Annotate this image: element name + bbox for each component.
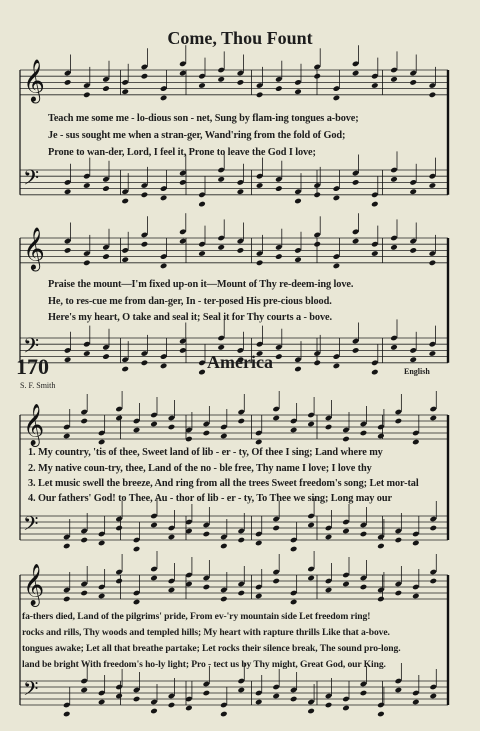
bass-clef-icon: 𝄢 <box>23 512 39 540</box>
author-credit: S. F. Smith <box>20 381 56 390</box>
note-head <box>395 537 403 544</box>
hymn-number: 170 <box>16 354 49 379</box>
note-head <box>256 182 264 189</box>
note-head <box>360 690 368 697</box>
note-head <box>390 244 398 251</box>
note-head <box>272 525 280 532</box>
note-head <box>160 263 168 270</box>
note-head <box>115 415 123 422</box>
note-head <box>168 702 176 709</box>
note-head <box>377 596 385 603</box>
note-head <box>390 176 398 183</box>
lyric-line: Teach me some me - lo-dious son - net, Sung by flam-ing tongues a-bove; <box>48 113 359 124</box>
lyric-line: Praise the mount—I'm fixed up-on it—Mount of Thy re-deem-ing love. <box>48 279 354 290</box>
note-head <box>290 427 298 434</box>
note-head <box>83 92 91 99</box>
note-head <box>150 708 158 715</box>
note-head <box>294 256 302 263</box>
note-head <box>102 85 110 92</box>
note-head <box>290 696 298 703</box>
note-head <box>429 525 437 532</box>
note-head <box>429 260 437 267</box>
hymn-title-come-thou-fount: Come, Thou Fount <box>167 28 313 48</box>
note-head <box>185 705 193 712</box>
note-head <box>115 693 123 700</box>
note-head <box>217 76 225 83</box>
note-head <box>102 253 110 260</box>
note-head <box>294 198 302 205</box>
note-head <box>98 593 106 600</box>
note-head <box>325 587 333 594</box>
note-head <box>390 344 398 351</box>
note-head <box>220 596 228 603</box>
note-head <box>325 534 333 541</box>
note-head <box>395 590 403 597</box>
lyric-line: land be bright With freedom's ho-ly light; Pro - tect us by Thy might, Great God, our King. <box>22 659 386 670</box>
note-head <box>377 543 385 550</box>
note-head <box>352 238 360 245</box>
note-head <box>325 702 333 709</box>
note-head <box>179 238 187 245</box>
lyric-line: 3. Let music swell the breeze, And ring from all the trees Sweet freedom's song; Let mor-tal <box>28 478 419 489</box>
note-head <box>307 522 315 529</box>
note-head <box>80 418 88 425</box>
note-head <box>198 250 206 257</box>
note-head <box>63 433 71 440</box>
note-head <box>80 537 88 544</box>
note-head <box>275 85 283 92</box>
note-head <box>237 247 245 254</box>
treble-clef-icon: 𝄞 <box>23 225 45 270</box>
note-head <box>256 92 264 99</box>
note-head <box>255 439 263 446</box>
bass-clef-icon: 𝄢 <box>23 165 39 195</box>
note-head <box>412 699 420 706</box>
note-head <box>203 584 211 591</box>
note-head <box>115 578 123 585</box>
note-head <box>220 543 228 550</box>
lyric-line: tongues awake; Let all that breathe partake; Let rocks their silence break, The sound pro-long. <box>22 643 401 654</box>
note-head <box>64 247 72 254</box>
note-head <box>160 195 168 202</box>
note-head <box>237 590 245 597</box>
note-head <box>102 185 110 192</box>
note-head <box>168 534 176 541</box>
note-head <box>220 433 228 440</box>
note-head <box>83 182 91 189</box>
note-head <box>64 79 72 86</box>
note-head <box>237 79 245 86</box>
note-head <box>63 711 71 718</box>
note-head <box>313 73 321 80</box>
lyric-line: Here's my heart, O take and seal it; Seal it for Thy courts a - bove. <box>48 312 332 323</box>
note-head <box>133 696 141 703</box>
note-head <box>237 418 245 425</box>
note-head <box>203 531 211 538</box>
note-head <box>360 430 368 437</box>
note-head <box>203 430 211 437</box>
note-head <box>429 578 437 585</box>
note-head <box>198 201 206 208</box>
treble-clef-icon: 𝄞 <box>23 57 45 102</box>
note-head <box>352 179 360 186</box>
note-head <box>237 687 245 694</box>
lyric-line: Je - sus sought me when a stran-ger, Wand'ring from the fold of God; <box>48 130 346 141</box>
lyric-line: 2. My native coun-try, thee, Land of the no - ble free, Thy name I love; I love thy <box>28 463 372 474</box>
note-head <box>412 593 420 600</box>
bass-clef-icon: 𝄢 <box>23 677 39 705</box>
note-head <box>290 546 298 553</box>
note-head <box>179 179 187 186</box>
note-head <box>141 241 149 248</box>
note-head <box>307 421 315 428</box>
note-head <box>121 256 129 263</box>
note-head <box>237 188 245 195</box>
note-head <box>395 418 403 425</box>
note-head <box>63 596 71 603</box>
note-head <box>150 522 158 529</box>
lyric-line: Prone to wan-der, Lord, I feel it, Prone to leave the God I love; <box>48 147 316 158</box>
note-head <box>98 540 106 547</box>
lyric-line: He, to res-cue me from dan-ger, In - ter-posed His pre-cious blood. <box>48 296 332 307</box>
lyric-line: 1. My country, 'tis of thee, Sweet land of lib - er - ty, Of thee I sing; Land where my <box>28 447 383 458</box>
note-head <box>141 192 149 199</box>
note-head <box>333 95 341 102</box>
note-head <box>377 433 385 440</box>
note-head <box>133 599 141 606</box>
note-head <box>342 528 350 535</box>
note-head <box>80 687 88 694</box>
note-head <box>115 525 123 532</box>
note-head <box>237 537 245 544</box>
note-head <box>307 708 315 715</box>
note-head <box>342 705 350 712</box>
note-head <box>168 587 176 594</box>
note-head <box>256 260 264 267</box>
tune-name: English <box>404 367 430 376</box>
note-head <box>141 73 149 80</box>
note-head <box>342 581 350 588</box>
note-head <box>80 590 88 597</box>
note-head <box>98 439 106 446</box>
note-head <box>429 92 437 99</box>
note-head <box>133 546 141 553</box>
note-head <box>371 201 379 208</box>
note-head <box>203 690 211 697</box>
note-head <box>133 427 141 434</box>
note-head <box>307 575 315 582</box>
note-head <box>429 415 437 422</box>
note-head <box>217 244 225 251</box>
note-head <box>220 711 228 718</box>
note-head <box>255 593 263 600</box>
note-head <box>371 82 379 89</box>
note-head <box>217 176 225 183</box>
note-head <box>371 250 379 257</box>
note-head <box>83 260 91 267</box>
note-head <box>290 599 298 606</box>
hymn-title-america: America <box>207 352 273 372</box>
note-head <box>412 439 420 446</box>
note-head <box>272 693 280 700</box>
note-head <box>313 192 321 199</box>
note-head <box>429 693 437 700</box>
note-head <box>275 185 283 192</box>
note-head <box>198 82 206 89</box>
note-head <box>275 253 283 260</box>
note-head <box>150 421 158 428</box>
note-head <box>395 687 403 694</box>
note-head <box>412 540 420 547</box>
treble-clef-icon: 𝄞 <box>23 404 45 446</box>
note-head <box>333 263 341 270</box>
note-head <box>179 70 187 77</box>
note-head <box>150 575 158 582</box>
lyric-line: rocks and rills, Thy woods and templed hills; My heart with rapture thrills Like that a-bove. <box>22 627 390 638</box>
lyric-line: fa-thers died, Land of the pilgrims' pride, From ev-'ry mountain side Let freedom ring! <box>22 611 371 622</box>
note-head <box>64 188 72 195</box>
note-head <box>294 88 302 95</box>
note-head <box>272 578 280 585</box>
note-head <box>272 415 280 422</box>
note-head <box>325 424 333 431</box>
note-head <box>168 424 176 431</box>
treble-clef-icon: 𝄞 <box>23 564 45 606</box>
note-head <box>98 699 106 706</box>
note-head <box>217 344 225 351</box>
note-head <box>160 95 168 102</box>
note-head <box>333 195 341 202</box>
note-head <box>360 531 368 538</box>
note-head <box>121 88 129 95</box>
note-head <box>429 182 437 189</box>
note-head <box>255 540 263 547</box>
lyric-line: 4. Our fathers' God! to Thee, Au - thor of lib - er - ty, To Thee we sing; Long may our <box>28 493 392 504</box>
note-head <box>409 79 417 86</box>
note-head <box>409 247 417 254</box>
note-head <box>352 70 360 77</box>
note-head <box>313 241 321 248</box>
note-head <box>255 699 263 706</box>
note-head <box>409 188 417 195</box>
note-head <box>377 711 385 718</box>
note-head <box>63 543 71 550</box>
note-head <box>121 198 129 205</box>
bass-clef-icon: 𝄢 <box>23 333 39 363</box>
note-head <box>360 584 368 591</box>
note-head <box>342 436 350 443</box>
note-head <box>390 76 398 83</box>
